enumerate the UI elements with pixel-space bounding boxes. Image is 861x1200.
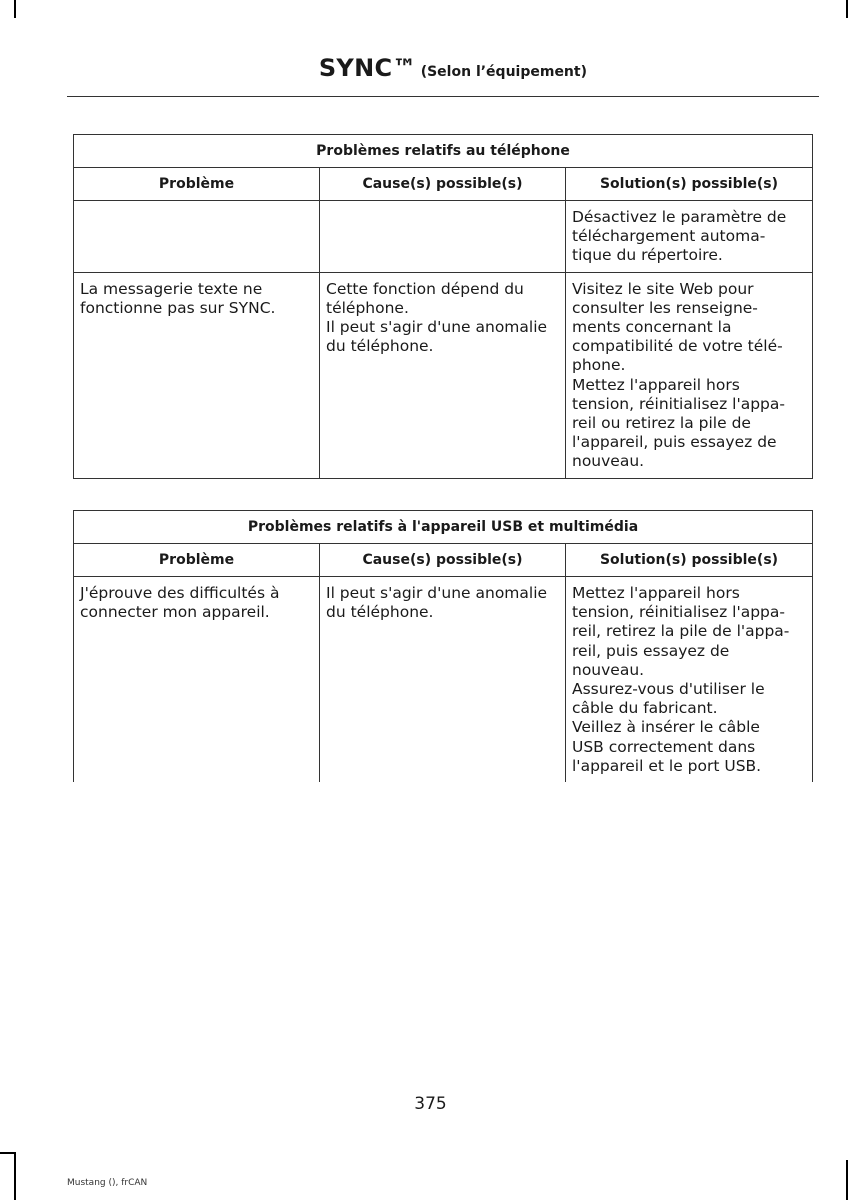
page-header-title: [319, 54, 587, 82]
cell-text-line: téléchargement automa-: [572, 227, 766, 246]
cell-text-line: reil ou retirez la pile de: [572, 414, 751, 433]
crop-mark: [846, 0, 848, 18]
cell-text-line: consulter les renseigne-: [572, 298, 758, 317]
phone-problems-table: [73, 134, 813, 479]
cell-text-line: phone.: [572, 356, 626, 375]
cell-text-line: Il peut s'agir d'une anomalie: [326, 584, 548, 602]
cell-text-line: l'appareil et le port USB.: [572, 756, 762, 775]
cell-solution: [566, 577, 813, 783]
cell-text-line: Cette fonction dépend du: [326, 279, 524, 298]
crop-mark: [14, 0, 16, 18]
table-row: [74, 272, 813, 478]
usb-problems-table: [73, 510, 813, 782]
cell-text-line: Désactivez le paramètre de: [572, 208, 787, 226]
cell-text-line: J'éprouve des difficultés à: [80, 584, 280, 602]
cell-cause: [320, 272, 566, 478]
crop-mark: [846, 1160, 848, 1200]
column-header-solution: Solution(s) possible(s): [566, 544, 813, 577]
cell-problem: [74, 201, 320, 273]
cell-text-line: compatibilité de votre télé-: [572, 337, 783, 356]
cell-text-line: Mettez l'appareil hors: [572, 584, 740, 602]
cell-text-line: Veillez à insérer le câble: [572, 718, 760, 737]
cell-text-line: nouveau.: [572, 660, 645, 679]
document-info: Mustang (), frCAN: [67, 1178, 148, 1188]
crop-mark: [14, 1152, 16, 1200]
cell-text-line: tension, réinitialisez l'appa-: [572, 394, 785, 413]
cell-text-line: La messagerie texte ne: [80, 279, 263, 298]
cell-text-line: ments concernant la: [572, 318, 732, 337]
cell-problem: [74, 577, 320, 783]
cell-text-line: tique du répertoire.: [572, 246, 723, 265]
column-header-cause: Cause(s) possible(s): [320, 168, 566, 201]
cell-text-line: Il peut s'agir d'une anomalie: [326, 318, 548, 337]
cell-text-line: Assurez-vous d'utiliser le: [572, 680, 765, 699]
cell-text-line: l'appareil, puis essayez de: [572, 433, 777, 452]
cell-cause: [320, 577, 566, 783]
cell-text-line: reil, retirez la pile de l'appa-: [572, 622, 790, 641]
cell-text-line: fonctionne pas sur SYNC.: [80, 298, 276, 317]
cell-text-line: tension, réinitialisez l'appa-: [572, 603, 785, 622]
table-title: Problèmes relatifs au téléphone: [74, 135, 813, 168]
crop-mark: [0, 1152, 16, 1154]
column-header-problem: Problème: [74, 544, 320, 577]
cell-text-line: du téléphone.: [326, 337, 434, 356]
cell-text-line: nouveau.: [572, 452, 645, 471]
header-divider: [67, 96, 819, 97]
table-title: Problèmes relatifs à l'appareil USB et multimédia: [74, 511, 813, 544]
column-header-solution: Solution(s) possible(s): [566, 168, 813, 201]
column-header-cause: Cause(s) possible(s): [320, 544, 566, 577]
cell-text-line: Visitez le site Web pour: [572, 279, 754, 298]
cell-problem: [74, 272, 320, 478]
cell-solution: [566, 201, 813, 273]
cell-cause: [320, 201, 566, 273]
table-row: [74, 201, 813, 273]
cell-text-line: connecter mon appareil.: [80, 603, 270, 622]
cell-text-line: du téléphone.: [326, 603, 434, 622]
page-number: 375: [414, 1094, 447, 1114]
cell-text-line: câble du fabricant.: [572, 699, 718, 718]
cell-text-line: USB correctement dans: [572, 737, 756, 756]
table-row: [74, 577, 813, 783]
section-title: SYNC™: [318, 54, 417, 82]
cell-text-line: Mettez l'appareil hors: [572, 375, 740, 394]
cell-text-line: téléphone.: [326, 298, 409, 317]
cell-solution: [566, 272, 813, 478]
column-header-problem: Problème: [74, 168, 320, 201]
cell-text-line: reil, puis essayez de: [572, 641, 730, 660]
section-subtitle: (Selon l’équipement): [420, 64, 587, 80]
